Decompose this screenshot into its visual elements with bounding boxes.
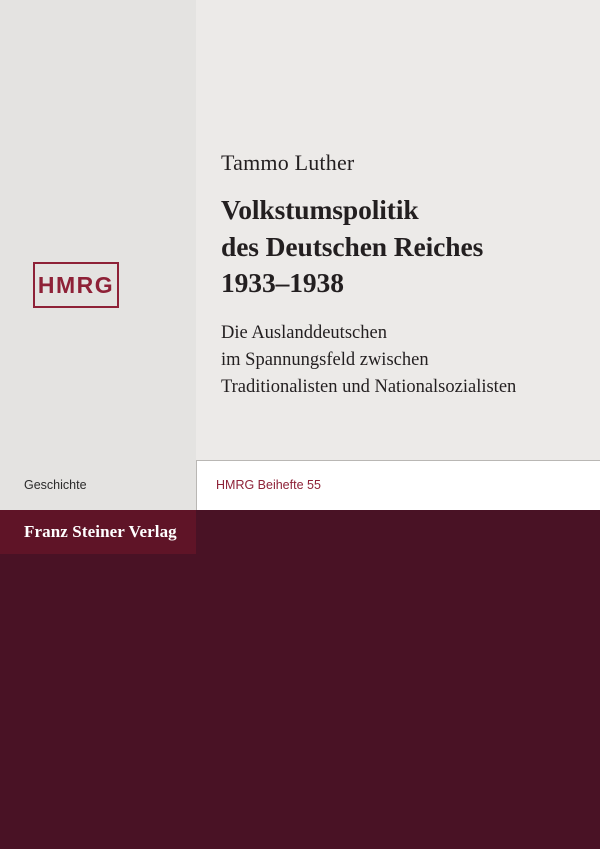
left-color-band xyxy=(0,0,196,510)
subject-label: Geschichte xyxy=(24,478,87,492)
publisher-bar xyxy=(0,510,196,554)
footer-divider-horizontal xyxy=(196,460,600,461)
publisher-name: Franz Steiner Verlag xyxy=(24,522,177,541)
bottom-dark-field-right xyxy=(196,510,600,554)
author-name: Tammo Luther xyxy=(221,150,355,175)
book-subtitle xyxy=(221,320,591,402)
hmrg-logo xyxy=(33,262,119,308)
footer-divider-vertical xyxy=(196,460,197,510)
bottom-dark-field xyxy=(0,554,600,849)
subtitle-line-1: Die Auslanddeutschen xyxy=(221,323,387,343)
hmrg-logo-text: HMRG xyxy=(37,271,115,298)
subtitle-line-3: Traditionalisten und Nationalsozialisten xyxy=(221,377,517,398)
subtitle-line-2: im Spannungsfeld zwischen xyxy=(221,350,429,371)
series-info: HMRG Beihefte 55 xyxy=(216,478,321,492)
title-line-2: des Deutschen Reiches xyxy=(221,230,484,262)
title-line-1: Volkstumspolitik xyxy=(221,194,419,225)
title-line-3: 1933–1938 xyxy=(221,267,344,299)
book-title xyxy=(221,192,581,302)
